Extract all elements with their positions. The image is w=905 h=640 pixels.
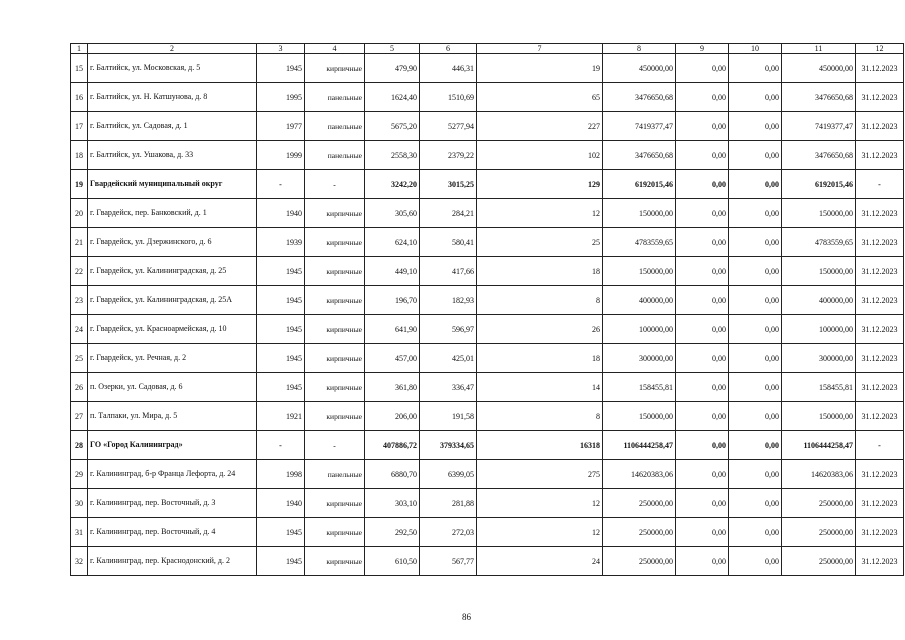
local-funds-cell: 150000,00 — [782, 199, 856, 228]
deadline-cell: 31.12.2023 — [856, 228, 904, 257]
address-cell: г. Калининград, б-р Франца Лефорта, д. 24 — [88, 460, 257, 489]
local-funds-cell: 7419377,47 — [782, 112, 856, 141]
year-cell: 1921 — [257, 402, 305, 431]
address-cell: Гвардейский муниципальный округ — [88, 170, 257, 199]
row-number: 16 — [71, 83, 88, 112]
total-cost-cell: 100000,00 — [603, 315, 676, 344]
deadline-cell: 31.12.2023 — [856, 518, 904, 547]
address-cell: г. Гвардейск, пер. Банковский, д. 1 — [88, 199, 257, 228]
total-area-cell: 206,00 — [365, 402, 420, 431]
total-cost-cell: 150000,00 — [603, 257, 676, 286]
residents-cell: 227 — [477, 112, 603, 141]
total-area-cell: 3242,20 — [365, 170, 420, 199]
total-area-cell: 303,10 — [365, 489, 420, 518]
local-funds-cell: 14620383,06 — [782, 460, 856, 489]
register-table — [70, 43, 904, 576]
residents-cell: 26 — [477, 315, 603, 344]
wall-material-cell: панельные — [305, 460, 365, 489]
federal-funds-cell: 0,00 — [676, 286, 729, 315]
row-number: 25 — [71, 344, 88, 373]
total-area-cell: 6880,70 — [365, 460, 420, 489]
year-cell: - — [257, 170, 305, 199]
year-cell: 1999 — [257, 141, 305, 170]
total-cost-cell: 450000,00 — [603, 54, 676, 83]
year-cell: 1945 — [257, 547, 305, 576]
total-cost-cell: 6192015,46 — [603, 170, 676, 199]
living-area-cell: 2379,22 — [420, 141, 477, 170]
residents-cell: 8 — [477, 402, 603, 431]
residents-cell: 12 — [477, 199, 603, 228]
local-funds-cell: 6192015,46 — [782, 170, 856, 199]
federal-funds-cell: 0,00 — [676, 257, 729, 286]
total-area-cell: 641,90 — [365, 315, 420, 344]
row-number: 28 — [71, 431, 88, 460]
regional-funds-cell: 0,00 — [729, 489, 782, 518]
living-area-cell: 182,93 — [420, 286, 477, 315]
federal-funds-cell: 0,00 — [676, 112, 729, 141]
column-header: 5 — [365, 44, 420, 54]
local-funds-cell: 158455,81 — [782, 373, 856, 402]
living-area-cell: 336,47 — [420, 373, 477, 402]
federal-funds-cell: 0,00 — [676, 228, 729, 257]
total-cost-cell: 4783559,65 — [603, 228, 676, 257]
column-header: 12 — [856, 44, 904, 54]
total-cost-cell: 250000,00 — [603, 547, 676, 576]
regional-funds-cell: 0,00 — [729, 170, 782, 199]
regional-funds-cell: 0,00 — [729, 373, 782, 402]
living-area-cell: 1510,69 — [420, 83, 477, 112]
total-area-cell: 624,10 — [365, 228, 420, 257]
federal-funds-cell: 0,00 — [676, 344, 729, 373]
year-cell: 1998 — [257, 460, 305, 489]
federal-funds-cell: 0,00 — [676, 547, 729, 576]
wall-material-cell: кирпичные — [305, 373, 365, 402]
address-cell: п. Талпаки, ул. Мира, д. 5 — [88, 402, 257, 431]
address-cell: п. Озерки, ул. Садовая, д. 6 — [88, 373, 257, 402]
local-funds-cell: 3476650,68 — [782, 83, 856, 112]
regional-funds-cell: 0,00 — [729, 547, 782, 576]
local-funds-cell: 150000,00 — [782, 257, 856, 286]
regional-funds-cell: 0,00 — [729, 54, 782, 83]
table-row — [71, 402, 904, 431]
wall-material-cell: - — [305, 170, 365, 199]
total-cost-cell: 300000,00 — [603, 344, 676, 373]
deadline-cell: 31.12.2023 — [856, 199, 904, 228]
address-cell: г. Калининград, пер. Восточный, д. 3 — [88, 489, 257, 518]
total-cost-cell: 250000,00 — [603, 489, 676, 518]
wall-material-cell: кирпичные — [305, 518, 365, 547]
address-cell: г. Балтийск, ул. Н. Катшунова, д. 8 — [88, 83, 257, 112]
total-area-cell: 407886,72 — [365, 431, 420, 460]
year-cell: 1945 — [257, 286, 305, 315]
total-cost-cell: 3476650,68 — [603, 83, 676, 112]
column-header: 10 — [729, 44, 782, 54]
total-cost-cell: 250000,00 — [603, 518, 676, 547]
column-header: 11 — [782, 44, 856, 54]
table-row — [71, 54, 904, 83]
total-area-cell: 292,50 — [365, 518, 420, 547]
total-area-cell: 1624,40 — [365, 83, 420, 112]
regional-funds-cell: 0,00 — [729, 518, 782, 547]
table-row — [71, 286, 904, 315]
residents-cell: 102 — [477, 141, 603, 170]
living-area-cell: 284,21 — [420, 199, 477, 228]
table-row — [71, 257, 904, 286]
wall-material-cell: кирпичные — [305, 315, 365, 344]
column-header: 7 — [477, 44, 603, 54]
row-number: 32 — [71, 547, 88, 576]
local-funds-cell: 450000,00 — [782, 54, 856, 83]
year-cell: 1940 — [257, 199, 305, 228]
federal-funds-cell: 0,00 — [676, 141, 729, 170]
address-cell: г. Калининград, пер. Восточный, д. 4 — [88, 518, 257, 547]
column-header: 4 — [305, 44, 365, 54]
total-cost-cell: 400000,00 — [603, 286, 676, 315]
living-area-cell: 191,58 — [420, 402, 477, 431]
federal-funds-cell: 0,00 — [676, 170, 729, 199]
living-area-cell: 446,31 — [420, 54, 477, 83]
residents-cell: 129 — [477, 170, 603, 199]
living-area-cell: 272,03 — [420, 518, 477, 547]
total-area-cell: 305,60 — [365, 199, 420, 228]
regional-funds-cell: 0,00 — [729, 315, 782, 344]
total-cost-cell: 7419377,47 — [603, 112, 676, 141]
wall-material-cell: панельные — [305, 83, 365, 112]
federal-funds-cell: 0,00 — [676, 315, 729, 344]
local-funds-cell: 400000,00 — [782, 286, 856, 315]
address-cell: г. Гвардейск, ул. Дзержинского, д. 6 — [88, 228, 257, 257]
address-cell: г. Гвардейск, ул. Калининградская, д. 25А — [88, 286, 257, 315]
year-cell: 1945 — [257, 344, 305, 373]
column-header: 2 — [88, 44, 257, 54]
local-funds-cell: 1106444258,47 — [782, 431, 856, 460]
row-number: 15 — [71, 54, 88, 83]
local-funds-cell: 4783559,65 — [782, 228, 856, 257]
residents-cell: 24 — [477, 547, 603, 576]
address-cell: г. Балтийск, ул. Садовая, д. 1 — [88, 112, 257, 141]
row-number: 22 — [71, 257, 88, 286]
federal-funds-cell: 0,00 — [676, 431, 729, 460]
residents-cell: 65 — [477, 83, 603, 112]
header-row — [71, 44, 904, 54]
local-funds-cell: 300000,00 — [782, 344, 856, 373]
deadline-cell: 31.12.2023 — [856, 54, 904, 83]
local-funds-cell: 150000,00 — [782, 402, 856, 431]
federal-funds-cell: 0,00 — [676, 518, 729, 547]
year-cell: 1945 — [257, 257, 305, 286]
total-area-cell: 457,00 — [365, 344, 420, 373]
row-number: 24 — [71, 315, 88, 344]
local-funds-cell: 250000,00 — [782, 547, 856, 576]
row-number: 31 — [71, 518, 88, 547]
column-header: 9 — [676, 44, 729, 54]
local-funds-cell: 250000,00 — [782, 518, 856, 547]
regional-funds-cell: 0,00 — [729, 344, 782, 373]
table-row — [71, 344, 904, 373]
year-cell: 1945 — [257, 54, 305, 83]
total-area-cell: 5675,20 — [365, 112, 420, 141]
year-cell: - — [257, 431, 305, 460]
federal-funds-cell: 0,00 — [676, 199, 729, 228]
subtotal-row — [71, 431, 904, 460]
subtotal-row — [71, 170, 904, 199]
wall-material-cell: кирпичные — [305, 54, 365, 83]
living-area-cell: 379334,65 — [420, 431, 477, 460]
regional-funds-cell: 0,00 — [729, 286, 782, 315]
address-cell: г. Балтийск, ул. Ушакова, д. 33 — [88, 141, 257, 170]
wall-material-cell: кирпичные — [305, 228, 365, 257]
table-row — [71, 518, 904, 547]
column-header: 3 — [257, 44, 305, 54]
table-row — [71, 460, 904, 489]
year-cell: 1977 — [257, 112, 305, 141]
total-area-cell: 2558,30 — [365, 141, 420, 170]
total-cost-cell: 150000,00 — [603, 199, 676, 228]
federal-funds-cell: 0,00 — [676, 460, 729, 489]
row-number: 18 — [71, 141, 88, 170]
residents-cell: 18 — [477, 344, 603, 373]
row-number: 26 — [71, 373, 88, 402]
regional-funds-cell: 0,00 — [729, 431, 782, 460]
year-cell: 1945 — [257, 315, 305, 344]
row-number: 29 — [71, 460, 88, 489]
wall-material-cell: кирпичные — [305, 402, 365, 431]
deadline-cell: 31.12.2023 — [856, 112, 904, 141]
residents-cell: 12 — [477, 489, 603, 518]
row-number: 17 — [71, 112, 88, 141]
table-row — [71, 112, 904, 141]
year-cell: 1940 — [257, 489, 305, 518]
living-area-cell: 5277,94 — [420, 112, 477, 141]
deadline-cell: 31.12.2023 — [856, 315, 904, 344]
page-number: 86 — [462, 612, 471, 622]
year-cell: 1945 — [257, 373, 305, 402]
residents-cell: 25 — [477, 228, 603, 257]
living-area-cell: 6399,05 — [420, 460, 477, 489]
wall-material-cell: кирпичные — [305, 344, 365, 373]
total-cost-cell: 150000,00 — [603, 402, 676, 431]
local-funds-cell: 3476650,68 — [782, 141, 856, 170]
total-cost-cell: 14620383,06 — [603, 460, 676, 489]
deadline-cell: 31.12.2023 — [856, 286, 904, 315]
deadline-cell: 31.12.2023 — [856, 141, 904, 170]
wall-material-cell: кирпичные — [305, 547, 365, 576]
table-row — [71, 228, 904, 257]
federal-funds-cell: 0,00 — [676, 54, 729, 83]
residents-cell: 19 — [477, 54, 603, 83]
deadline-cell: - — [856, 431, 904, 460]
table-row — [71, 547, 904, 576]
total-area-cell: 479,90 — [365, 54, 420, 83]
table-row — [71, 199, 904, 228]
local-funds-cell: 100000,00 — [782, 315, 856, 344]
table-row — [71, 315, 904, 344]
table-row — [71, 141, 904, 170]
total-cost-cell: 3476650,68 — [603, 141, 676, 170]
local-funds-cell: 250000,00 — [782, 489, 856, 518]
living-area-cell: 580,41 — [420, 228, 477, 257]
year-cell: 1939 — [257, 228, 305, 257]
regional-funds-cell: 0,00 — [729, 83, 782, 112]
regional-funds-cell: 0,00 — [729, 141, 782, 170]
living-area-cell: 596,97 — [420, 315, 477, 344]
federal-funds-cell: 0,00 — [676, 373, 729, 402]
total-area-cell: 361,80 — [365, 373, 420, 402]
deadline-cell: 31.12.2023 — [856, 547, 904, 576]
address-cell: ГО «Город Калининград» — [88, 431, 257, 460]
total-cost-cell: 1106444258,47 — [603, 431, 676, 460]
regional-funds-cell: 0,00 — [729, 228, 782, 257]
residents-cell: 16318 — [477, 431, 603, 460]
deadline-cell: 31.12.2023 — [856, 257, 904, 286]
table-row — [71, 83, 904, 112]
row-number: 19 — [71, 170, 88, 199]
deadline-cell: 31.12.2023 — [856, 402, 904, 431]
deadline-cell: 31.12.2023 — [856, 83, 904, 112]
regional-funds-cell: 0,00 — [729, 257, 782, 286]
deadline-cell: 31.12.2023 — [856, 460, 904, 489]
column-header: 8 — [603, 44, 676, 54]
wall-material-cell: панельные — [305, 141, 365, 170]
living-area-cell: 281,88 — [420, 489, 477, 518]
wall-material-cell: кирпичные — [305, 489, 365, 518]
wall-material-cell: панельные — [305, 112, 365, 141]
row-number: 21 — [71, 228, 88, 257]
living-area-cell: 425,01 — [420, 344, 477, 373]
deadline-cell: 31.12.2023 — [856, 344, 904, 373]
regional-funds-cell: 0,00 — [729, 112, 782, 141]
column-header: 6 — [420, 44, 477, 54]
deadline-cell: 31.12.2023 — [856, 489, 904, 518]
wall-material-cell: кирпичные — [305, 257, 365, 286]
deadline-cell: 31.12.2023 — [856, 373, 904, 402]
total-area-cell: 196,70 — [365, 286, 420, 315]
residents-cell: 275 — [477, 460, 603, 489]
living-area-cell: 3015,25 — [420, 170, 477, 199]
residents-cell: 8 — [477, 286, 603, 315]
address-cell: г. Калининград, пер. Краснодонский, д. 2 — [88, 547, 257, 576]
residents-cell: 14 — [477, 373, 603, 402]
federal-funds-cell: 0,00 — [676, 402, 729, 431]
row-number: 23 — [71, 286, 88, 315]
regional-funds-cell: 0,00 — [729, 402, 782, 431]
wall-material-cell: кирпичные — [305, 286, 365, 315]
total-area-cell: 610,50 — [365, 547, 420, 576]
residents-cell: 12 — [477, 518, 603, 547]
address-cell: г. Гвардейск, ул. Красноармейская, д. 10 — [88, 315, 257, 344]
regional-funds-cell: 0,00 — [729, 199, 782, 228]
regional-funds-cell: 0,00 — [729, 460, 782, 489]
living-area-cell: 417,66 — [420, 257, 477, 286]
total-cost-cell: 158455,81 — [603, 373, 676, 402]
table-row — [71, 489, 904, 518]
residents-cell: 18 — [477, 257, 603, 286]
wall-material-cell: кирпичные — [305, 199, 365, 228]
address-cell: г. Гвардейск, ул. Калининградская, д. 25 — [88, 257, 257, 286]
total-area-cell: 449,10 — [365, 257, 420, 286]
row-number: 30 — [71, 489, 88, 518]
row-number: 20 — [71, 199, 88, 228]
wall-material-cell: - — [305, 431, 365, 460]
year-cell: 1995 — [257, 83, 305, 112]
deadline-cell: - — [856, 170, 904, 199]
address-cell: г. Гвардейск, ул. Речная, д. 2 — [88, 344, 257, 373]
year-cell: 1945 — [257, 518, 305, 547]
column-header: 1 — [71, 44, 88, 54]
federal-funds-cell: 0,00 — [676, 489, 729, 518]
federal-funds-cell: 0,00 — [676, 83, 729, 112]
row-number: 27 — [71, 402, 88, 431]
living-area-cell: 567,77 — [420, 547, 477, 576]
address-cell: г. Балтийск, ул. Московская, д. 5 — [88, 54, 257, 83]
table-row — [71, 373, 904, 402]
